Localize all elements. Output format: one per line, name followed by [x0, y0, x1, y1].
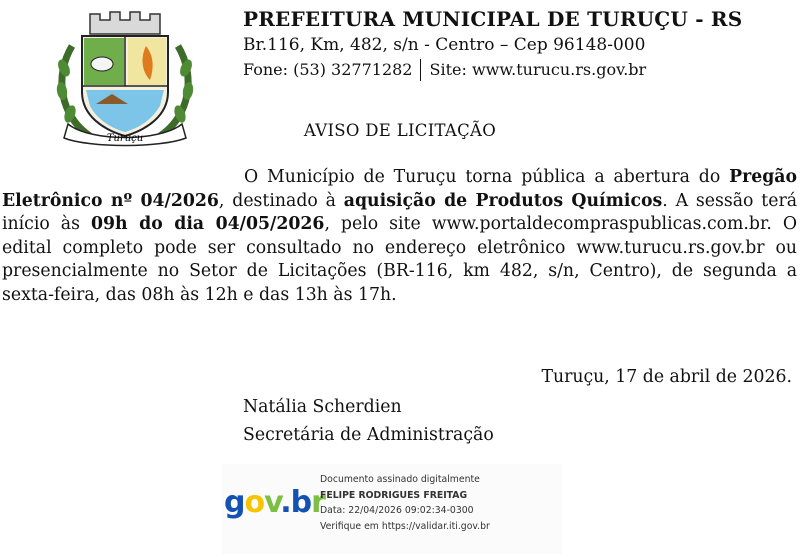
divider: [420, 59, 421, 81]
signature-heading: Documento assinado digitalmente: [320, 474, 480, 485]
letterhead: [243, 6, 793, 82]
govbr-logo: [222, 478, 325, 522]
crest-ribbon-label: Turuçu: [106, 133, 144, 144]
organization-name: PREFEITURA MUNICIPAL DE TURUÇU - RS: [243, 7, 743, 31]
verify-link[interactable]: Verifique em https://validar.iti.gov.br: [320, 520, 490, 532]
contact-line: [243, 58, 793, 82]
text-segment: , destinado à: [218, 190, 344, 211]
signer-name: Natália Scherdien: [243, 397, 402, 417]
session-datetime: 09h do dia 04/05/2026: [90, 214, 325, 234]
intro-text: O Município de Turuçu torna pública a abertura do: [244, 167, 721, 187]
digital-signature-stamp: [222, 464, 562, 554]
notice-title: AVISO DE LICITAÇÃO: [303, 121, 497, 140]
svg-text:gov.br: gov.br: [224, 485, 325, 520]
text-segment: , pelo site www.portaldecompraspublicas.com.br. O edital completo pode ser consultado no endereço eletrônico www.turucu.rs.gov.br ou presencialmente no Setor de Licitações (BR-116, km 482, s/n, Centro), de segunda a sexta-feira, das 08h às 12h e das 13h às 17h.: [2, 214, 797, 305]
signature-block: [243, 393, 494, 449]
text-segment: . A sessão terá início às: [2, 190, 798, 234]
notice-paragraph: [2, 166, 797, 307]
signature-date: Data: 22/04/2026 09:02:34-0300: [320, 505, 474, 516]
address: Br.116, Km, 482, s/n - Centro – Cep 96148-000: [243, 35, 646, 55]
date-line: Turuçu, 17 de abril de 2026.: [541, 367, 792, 387]
website: Site: www.turucu.rs.gov.br: [429, 60, 647, 79]
tender-number: Pregão Eletrônico nº 04/2026: [2, 167, 797, 211]
phone: Fone: (53) 32771282: [243, 60, 413, 79]
signer-full-name: FELIPE RODRIGUES FREITAG: [320, 489, 468, 501]
tender-object: aquisição de Produtos Químicos: [343, 190, 663, 211]
signer-role: Secretária de Administração: [243, 425, 494, 445]
